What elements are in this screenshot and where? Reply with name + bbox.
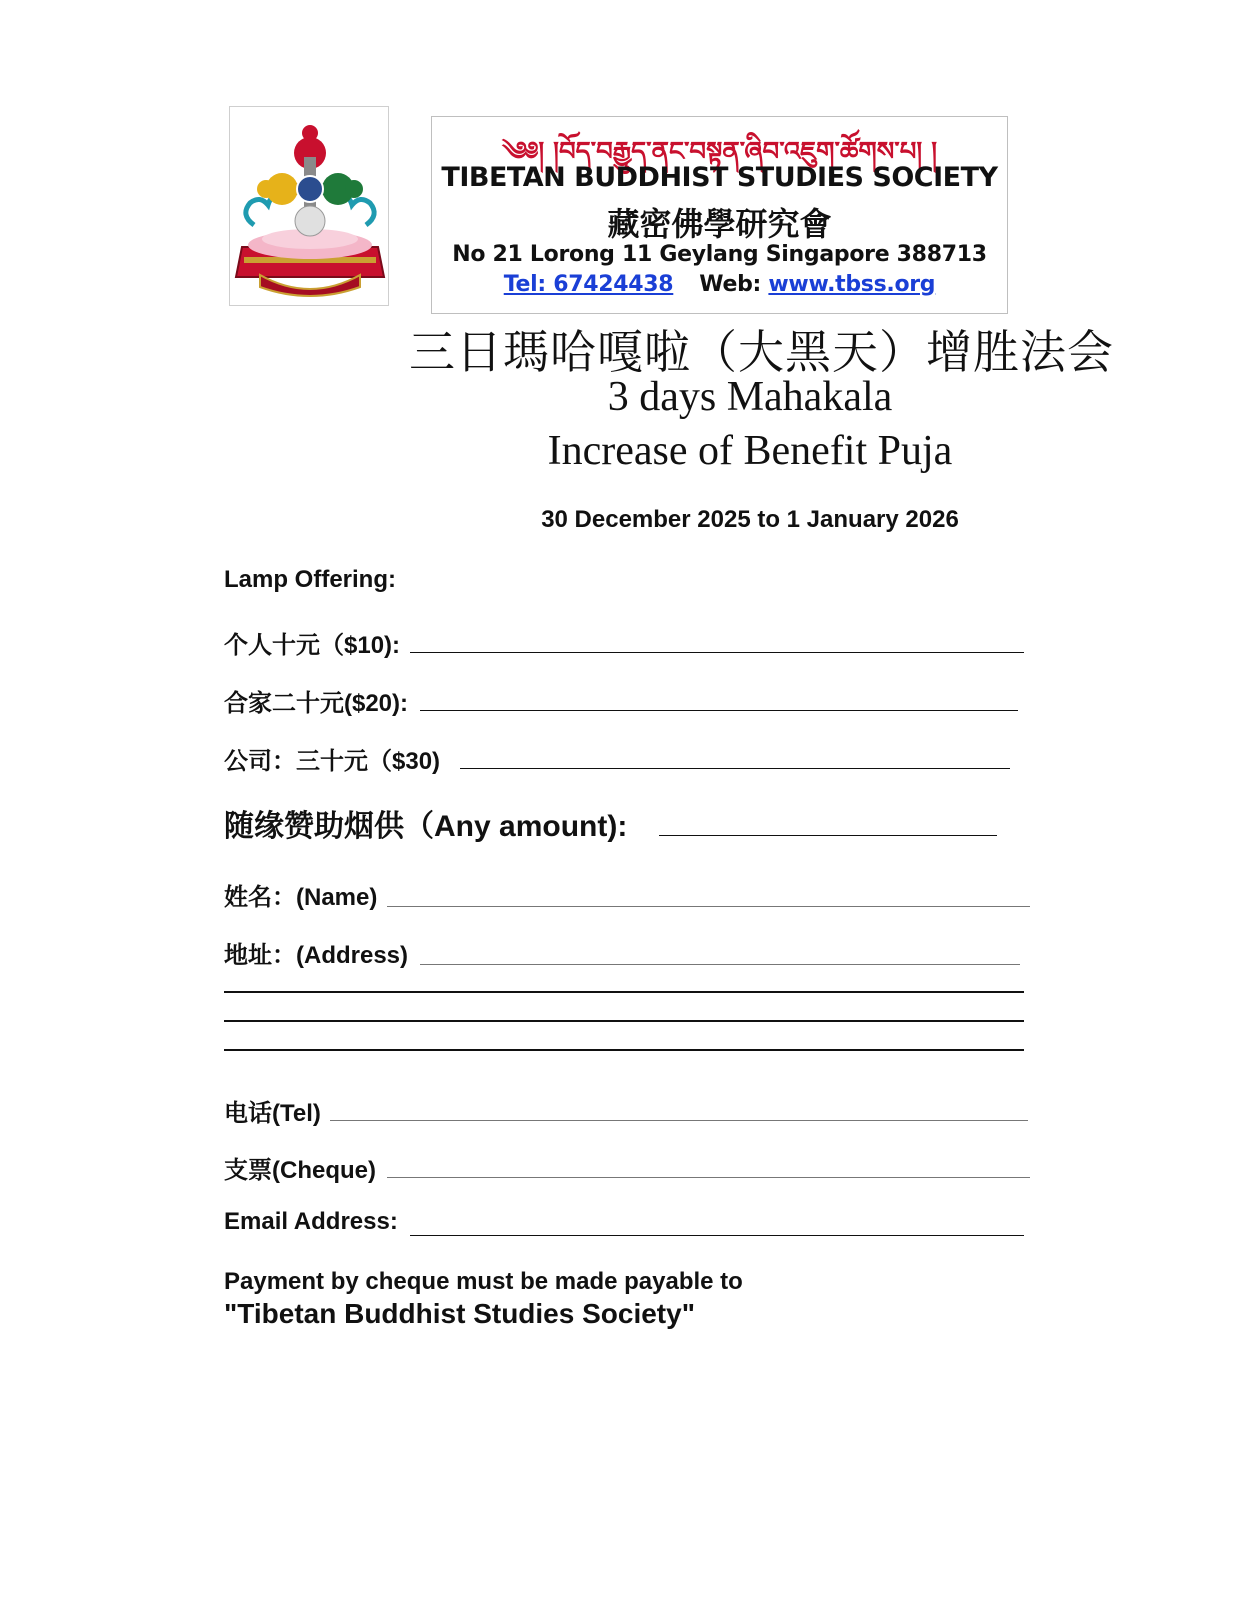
name-field[interactable] xyxy=(387,906,1030,907)
family-offering-field[interactable] xyxy=(420,710,1018,711)
tel-link[interactable]: Tel: 67424438 xyxy=(503,272,674,297)
individual-offering-label: 个人十元（$10): xyxy=(224,632,401,659)
company-offering-label: 公司：三十元（$30) xyxy=(224,748,441,775)
any-amount-label: 随缘赞助烟供（Any amount): xyxy=(224,810,628,843)
cheque-label: 支票(Cheque) xyxy=(224,1157,376,1184)
event-title-english-line2: Increase of Benefit Puja xyxy=(547,428,953,474)
event-date: 30 December 2025 to 1 January 2026 xyxy=(541,506,959,533)
org-address: No 21 Lorong 11 Geylang Singapore 388713 xyxy=(452,242,987,267)
society-logo xyxy=(229,106,389,306)
cheque-field[interactable] xyxy=(387,1177,1030,1178)
tibetan-org-name: ༄༅། །བོད་བརྒྱུད་ནང་བསྟན་ཞིབ་འཇུག་ཚོགས་པ། ། xyxy=(502,137,937,167)
org-name-chinese: 藏密佛學研究會 xyxy=(607,205,832,243)
lamp-offering-heading: Lamp Offering: xyxy=(224,566,396,593)
address-field[interactable] xyxy=(420,964,1020,965)
individual-offering-field[interactable] xyxy=(410,652,1024,653)
address-line-2[interactable] xyxy=(224,991,1024,993)
event-title-english-line1: 3 days Mahakala xyxy=(607,374,893,420)
tel-field[interactable] xyxy=(330,1120,1028,1121)
org-contact xyxy=(432,272,1007,297)
family-offering-label: 合家二十元($20): xyxy=(224,690,409,717)
tel-label: 电话(Tel) xyxy=(224,1100,321,1127)
organization-header xyxy=(431,116,1008,314)
address-label: 地址：(Address) xyxy=(224,942,409,969)
address-line-3[interactable] xyxy=(224,1020,1024,1022)
org-name-english: TIBETAN BUDDHIST STUDIES SOCIETY xyxy=(441,162,998,193)
email-label: Email Address: xyxy=(224,1208,398,1235)
address-line-4[interactable] xyxy=(224,1049,1024,1051)
name-label: 姓名：(Name) xyxy=(224,884,378,911)
web-label: Web: xyxy=(699,272,762,297)
event-title-chinese: 三日瑪哈嘎啦（大黑天）增胜法会 xyxy=(409,325,1114,379)
payment-instruction: Payment by cheque must be made payable to xyxy=(224,1268,743,1295)
web-link[interactable]: www.tbss.org xyxy=(768,272,936,297)
email-field[interactable] xyxy=(410,1235,1024,1236)
company-offering-field[interactable] xyxy=(460,768,1010,769)
payee-name: "Tibetan Buddhist Studies Society" xyxy=(224,1298,695,1329)
vajra-emblem-icon xyxy=(230,107,390,307)
any-amount-field[interactable] xyxy=(659,835,997,836)
